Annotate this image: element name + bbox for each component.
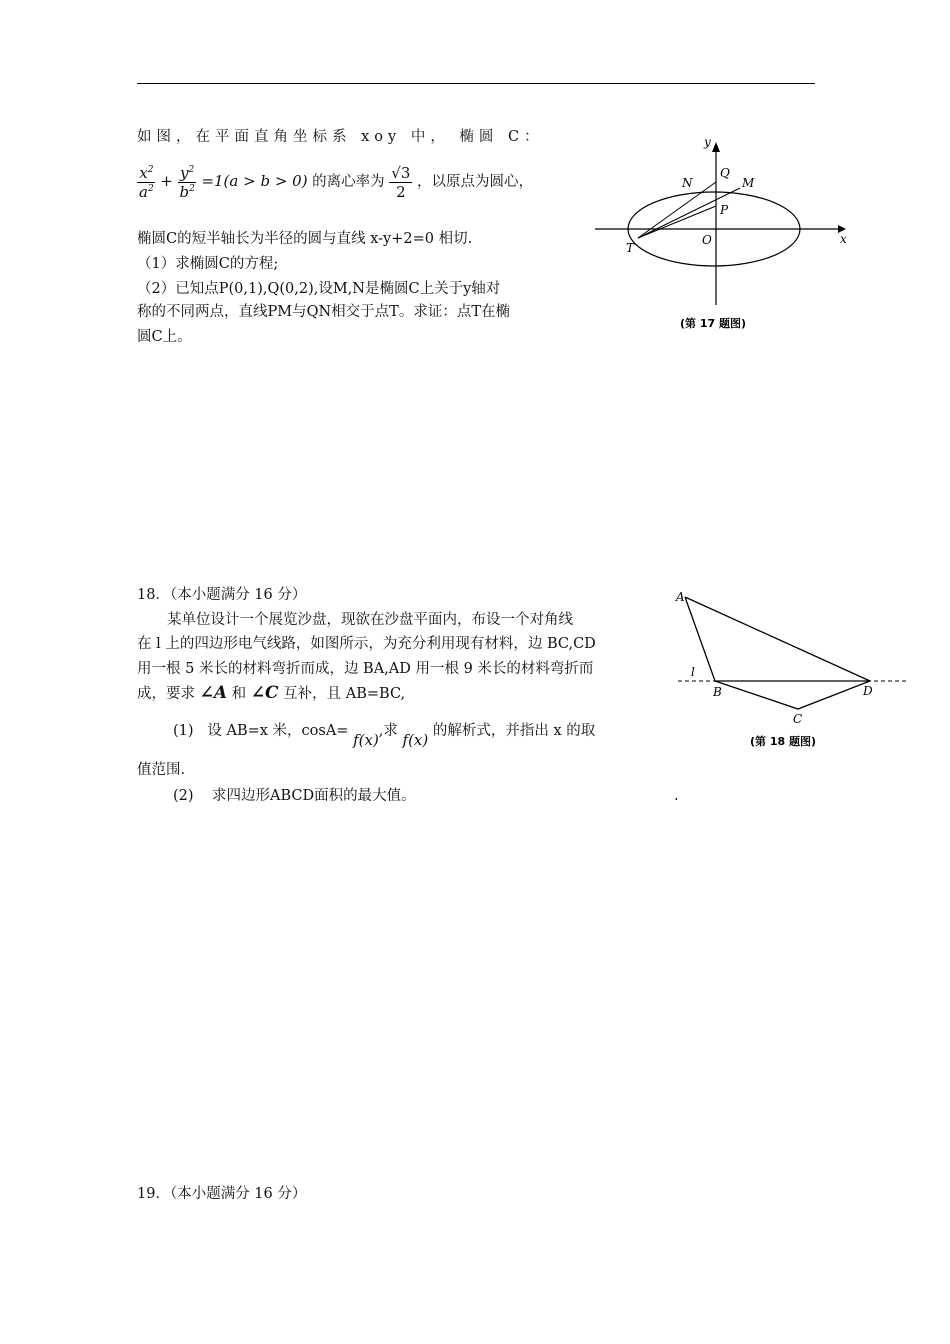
label-o: O bbox=[702, 233, 712, 247]
stray-dot: . bbox=[674, 788, 679, 804]
fraction-y2-b2: $\frac{y^2}{b^2}$ bbox=[179, 163, 195, 201]
label-p: P bbox=[720, 203, 729, 217]
q18-part1: (1) 设 AB=x 米，cosA= f(x),求 f(x) 的解析式，并指出 x 的取 bbox=[173, 723, 596, 749]
label-n: N bbox=[682, 176, 693, 190]
label-t: T bbox=[626, 241, 635, 255]
equation-rhs: =1(a > b > 0) bbox=[201, 172, 308, 190]
angle-c: ∠C bbox=[250, 683, 279, 703]
fraction-x2-a2: $\frac{x^2}{a^2}$ bbox=[139, 163, 154, 201]
label-l: l bbox=[691, 665, 695, 679]
y-axis-arrow bbox=[712, 142, 720, 152]
label-q: Q bbox=[720, 166, 730, 180]
q17-part1: （1）求椭圆C的方程; bbox=[137, 256, 279, 272]
figure-17-ellipse bbox=[590, 130, 855, 360]
figure-17-caption: (第 17 题图) bbox=[680, 317, 747, 330]
q18-header: 18．（本小题满分 16 分） bbox=[137, 587, 307, 603]
figure-18-caption: (第 18 题图) bbox=[750, 735, 817, 748]
label-a: A bbox=[676, 590, 685, 604]
header-rule bbox=[137, 83, 815, 84]
q17-part2-line1: （2）已知点P(0,1),Q(0,2),设M,N是椭圆C上关于y轴对 bbox=[137, 281, 501, 297]
angle-a: ∠A bbox=[199, 683, 228, 703]
q17-line3: 椭圆C的短半轴长为半径的圆与直线 x-y+2=0 相切. bbox=[137, 231, 473, 247]
label-y: y bbox=[704, 135, 711, 149]
q18-part2: (2) 求四边形ABCD面积的最大值。 bbox=[173, 788, 416, 804]
q18-line3: 用一根 5 米长的材料弯折而成，边 BA,AD 用一根 9 米长的材料弯折而 bbox=[137, 661, 594, 677]
line-qn bbox=[638, 182, 716, 238]
fx-1: f(x) bbox=[353, 731, 379, 749]
label-d: D bbox=[863, 684, 873, 698]
label-b: B bbox=[713, 685, 722, 699]
fx-2: f(x) bbox=[402, 731, 429, 749]
label-c: C bbox=[793, 712, 803, 726]
eccentricity-text: 的离心率为 bbox=[312, 174, 385, 190]
label-m: M bbox=[742, 176, 755, 190]
q17-part2-line3: 圆C上。 bbox=[137, 329, 192, 345]
q18-line4: 成，要求 ∠A 和 ∠C 互补，且 AB=BC, bbox=[137, 683, 406, 703]
q17-line1: 如图，在平面直角坐标系 xoy 中， 椭圆 C： bbox=[137, 129, 544, 145]
label-x: x bbox=[840, 232, 847, 246]
after-eccentricity: ，以原点为圆心， bbox=[417, 174, 533, 190]
q19-header: 19．（本小题满分 16 分） bbox=[137, 1186, 307, 1202]
q18-part1-cont: 值范围. bbox=[137, 762, 186, 778]
q17-equation-line: $\frac{x^2}{a^2}$ + $\frac{y^2}{b^2}$ =1(a > b > 0) 的离心率为 $\frac{√3}{2}$ ，以原点为圆心， bbox=[139, 163, 533, 201]
eccentricity-value: $\frac{√3}{2}$ bbox=[391, 163, 411, 201]
q18-line2: 在 l 上的四边形电气线路，如图所示，为充分利用现有材料，边 BC,CD bbox=[137, 636, 596, 652]
figure-18-quadrilateral bbox=[660, 585, 915, 755]
q17-part2-line2: 称的不同两点，直线PM与QN相交于点T。求证：点T在椭 bbox=[137, 304, 511, 320]
q18-line1: 某单位设计一个展览沙盘，现欲在沙盘平面内，布设一个对角线 bbox=[167, 612, 573, 628]
